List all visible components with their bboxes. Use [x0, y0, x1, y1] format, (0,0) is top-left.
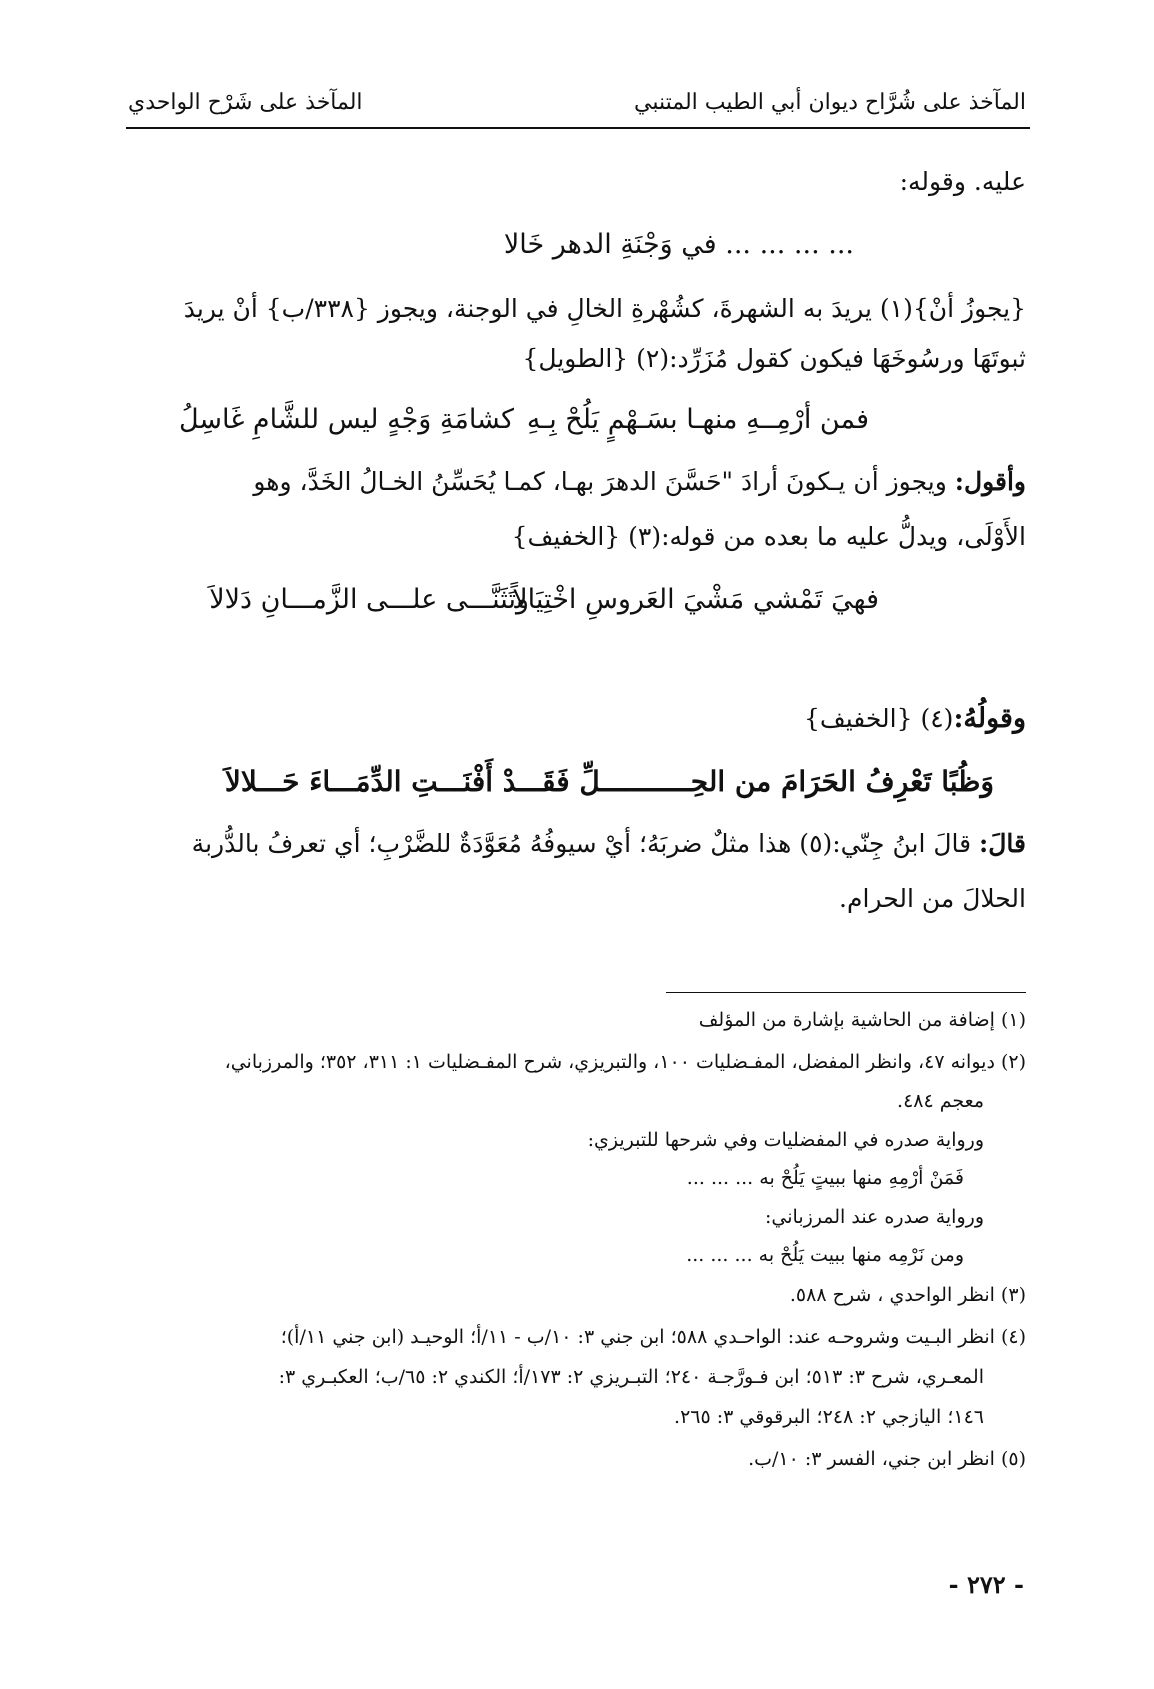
- footnote-2: (٢) ديوانه ٤٧، وانظر المفضل، المفـضليات ١٠٠، والتبريزي، شرح المفـضليات ١: ٣١١، ٣٥٢؛ والمرزباني،: [224, 1051, 1026, 1073]
- running-header-section: المآخذ على شَرْح الواحدي: [128, 90, 363, 115]
- body-line-4-text: ويجوز أن يـكونَ أرادَ "حَسَّنَ الدهرَ بهـا، كمـا يُحَسِّنُ الخـالُ الخَدَّ، وهو: [253, 467, 955, 496]
- qala-label: قالَ:: [979, 829, 1026, 858]
- body-line-7: [192, 825, 1026, 863]
- running-header-title: المآخذ على شُرَّاح ديوان أبي الطيب المتنبي: [634, 90, 1026, 115]
- footnote-5: (٥) انظر ابن جني، الفسر ٣: ١٠/ب.: [748, 1448, 1026, 1470]
- footnote-1: (١) إضافة من الحاشية بإشارة من المؤلف: [698, 1009, 1026, 1031]
- footnote-rule: [666, 992, 1026, 993]
- footnote-2-verse-b: ومن نَرْمِه منها ببيت يَلُحْ به ... ... ...: [686, 1244, 964, 1266]
- verse-2-second-hemistich: كشامَةِ وَجْهٍ ليس للشَّامِ غَاسِلُ: [178, 404, 514, 435]
- qawluhu-label: وقولُهُ:: [953, 703, 1026, 734]
- footnote-2-note-a: ورواية صدره في المفضليات وفي شرحها للتبريزي:: [587, 1129, 984, 1151]
- footnote-2-verse-a: فَمَنْ أرْمِهِ منها ببيتٍ يَلُحْ به ... ... ...: [686, 1167, 964, 1189]
- verse-3-first-hemistich: فهيَ تَمْشي مَشْيَ العَروسِ اخْتِيَالاً: [512, 584, 879, 615]
- body-line-6-text: (٤) {الخفيف}: [803, 704, 954, 733]
- footnote-3: (٣) انظر الواحدي ، شرح ٥٨٨.: [789, 1284, 1026, 1306]
- header-rule: [126, 127, 1030, 129]
- body-line-6: [804, 700, 1026, 738]
- verse-4: وَظُبًا تَعْرِفُ الحَرَامَ من الحِـــــــــــلِّ فَقَـــدْ أَفْنَـــتِ الدِّمَـــاءَ حَـــلالاَ: [224, 765, 994, 798]
- verse-3-second-hemistich: وتَثَنَّـــى علـــى الزَّمـــانِ دَلالاَ: [209, 584, 529, 615]
- verse-2-first-hemistich: فمن أرْمِــهِ منهـا بسَـهْمٍ يَلُحْ بِـهِ: [526, 404, 869, 435]
- footnote-4: (٤) انظر البـيت وشروحـه عند: الواحـدي ٥٨٨؛ ابن جني ٣: ١٠/ب - ١١/أ؛ الوحيـد (ابن جني ١١/أ)؛: [280, 1326, 1026, 1348]
- verse-1: ... ... ... ... في وَجْنَةِ الدهر خَالا: [503, 229, 854, 260]
- page-number: - ٢٧٢ -: [948, 1570, 1024, 1599]
- footnote-2-note-b: ورواية صدره عند المرزباني:: [765, 1206, 984, 1228]
- body-line-3: ثبوتَهَا ورسُوخَهَا فيكون كقول مُزَرِّد:(٢) {الطويل}: [522, 344, 1026, 373]
- aqool-label: وأقول:: [954, 467, 1026, 496]
- body-line-1: عليه. وقوله:: [899, 167, 1026, 196]
- body-line-8: الحلالَ من الحرام.: [839, 884, 1026, 913]
- footnote-4-cont-1: المعـري، شرح ٣: ٥١٣؛ ابن فـورَّجـة ٢٤٠؛ التبـريزي ٢: ١٧٣/أ؛ الكندي ٢: ٦٥/ب؛ العكبـري ٣:: [278, 1366, 984, 1388]
- body-line-2: {يجوزُ أنْ}(١) يريدَ به الشهرةَ، كشُهْرةِ الخالِ في الوجنة، ويجوز {٣٣٨/ب} أنْ يريدَ: [183, 294, 1026, 323]
- body-line-7-text: قالَ ابنُ جِنّي:(٥) هذا مثلٌ ضربَهُ؛ أيْ سيوفُهُ مُعَوَّدَةٌ للضَّرْبِ؛ أي تعرفُ بالدُّربة: [191, 829, 980, 858]
- footnote-2-cont: معجم ٤٨٤.: [897, 1090, 984, 1112]
- body-line-5: الأَوْلَى، ويدلُّ عليه ما بعده من قوله:(٣) {الخفيف}: [511, 522, 1026, 551]
- footnote-4-cont-2: ١٤٦؛ اليازجي ٢: ٢٤٨؛ البرقوقي ٣: ٢٦٥.: [674, 1406, 984, 1428]
- body-line-4: [253, 463, 1026, 501]
